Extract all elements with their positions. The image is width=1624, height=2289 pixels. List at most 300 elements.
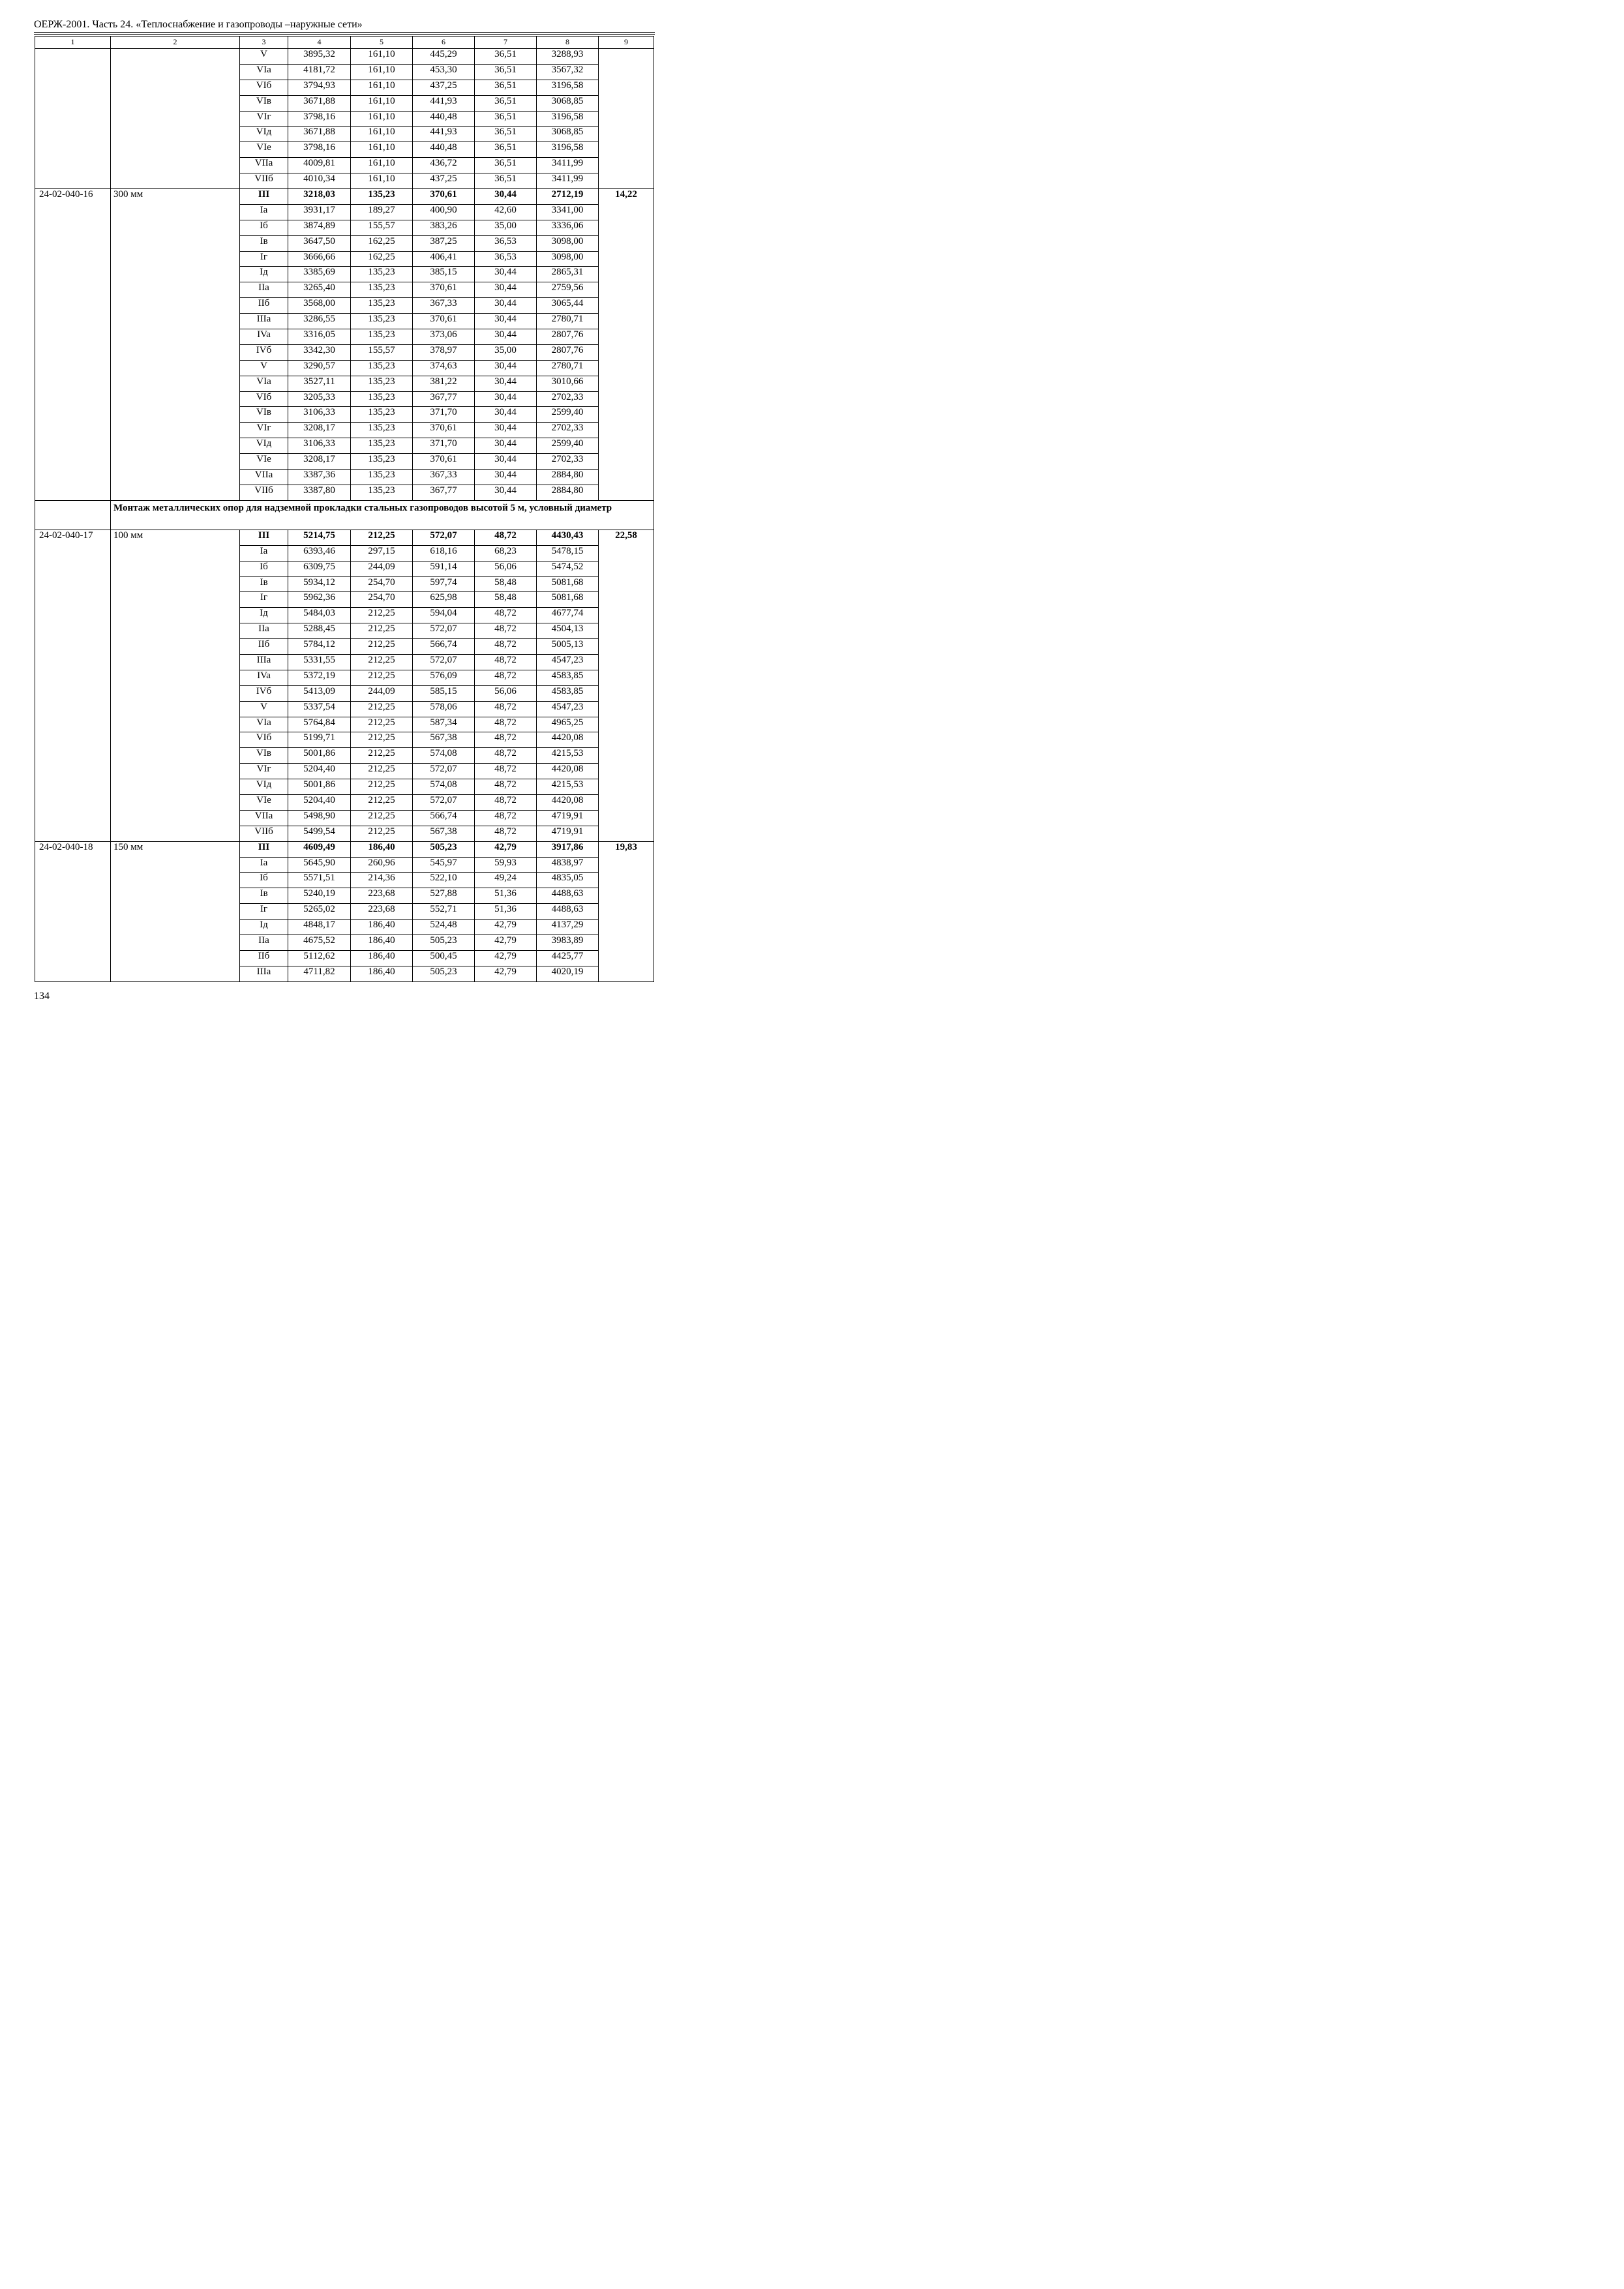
labor-cost (599, 732, 654, 748)
price-value: 161,10 (351, 80, 413, 95)
price-value: 5214,75 (288, 530, 351, 545)
price-value: 618,16 (413, 545, 475, 561)
price-value: 56,06 (475, 685, 537, 701)
zone-code: V (240, 49, 288, 65)
price-value: 4965,25 (537, 717, 599, 732)
zone-code: VIa (240, 64, 288, 80)
price-value: 30,44 (475, 189, 537, 205)
price-value: 5474,52 (537, 561, 599, 576)
zone-code: Iг (240, 251, 288, 267)
price-value: 214,36 (351, 873, 413, 888)
labor-cost (599, 920, 654, 935)
zone-code: VIIa (240, 470, 288, 485)
price-value: 48,72 (475, 530, 537, 545)
price-value: 186,40 (351, 920, 413, 935)
price-value: 367,33 (413, 298, 475, 314)
table-row (35, 423, 654, 438)
norm-code (35, 623, 111, 639)
diameter (111, 748, 240, 764)
price-value: 3917,86 (537, 841, 599, 857)
zone-code: Iб (240, 873, 288, 888)
diameter (111, 920, 240, 935)
labor-cost (599, 298, 654, 314)
price-value: 36,51 (475, 95, 537, 111)
norm-code (35, 810, 111, 826)
price-value: 3671,88 (288, 127, 351, 142)
table-row (35, 251, 654, 267)
table-row (35, 888, 654, 904)
price-value: 576,09 (413, 670, 475, 685)
norm-code (35, 950, 111, 966)
diameter (111, 470, 240, 485)
table-row (35, 826, 654, 841)
price-value: 4547,23 (537, 654, 599, 670)
price-value: 4719,91 (537, 826, 599, 841)
price-value: 30,44 (475, 438, 537, 454)
zone-code: VIa (240, 376, 288, 391)
labor-cost (599, 857, 654, 873)
labor-cost (599, 545, 654, 561)
table-row (35, 314, 654, 329)
price-value: 135,23 (351, 391, 413, 407)
labor-cost (599, 904, 654, 920)
table-row (35, 438, 654, 454)
price-value: 2780,71 (537, 314, 599, 329)
price-value: 36,51 (475, 173, 537, 189)
price-value: 30,44 (475, 454, 537, 470)
price-value: 42,60 (475, 204, 537, 220)
diameter (111, 158, 240, 173)
price-value: 30,44 (475, 485, 537, 500)
labor-cost (599, 142, 654, 158)
price-value: 3798,16 (288, 142, 351, 158)
price-value: 2599,40 (537, 438, 599, 454)
price-value: 572,07 (413, 530, 475, 545)
labor-cost (599, 438, 654, 454)
diameter (111, 80, 240, 95)
price-value: 381,22 (413, 376, 475, 391)
price-value: 3527,11 (288, 376, 351, 391)
price-value: 36,51 (475, 64, 537, 80)
price-value: 597,74 (413, 576, 475, 592)
diameter (111, 391, 240, 407)
zone-code: IVa (240, 670, 288, 685)
price-value: 4137,29 (537, 920, 599, 935)
price-value: 4583,85 (537, 685, 599, 701)
diameter (111, 857, 240, 873)
diameter (111, 423, 240, 438)
zone-code: VIe (240, 794, 288, 810)
price-value: 42,79 (475, 935, 537, 950)
norm-code (35, 376, 111, 391)
zone-code: IIб (240, 950, 288, 966)
price-value: 2702,33 (537, 391, 599, 407)
norm-code (35, 438, 111, 454)
zone-code: VIв (240, 95, 288, 111)
table-row (35, 592, 654, 608)
price-value: 36,51 (475, 127, 537, 142)
labor-cost (599, 360, 654, 376)
zone-code: Iд (240, 920, 288, 935)
zone-code: IIIa (240, 654, 288, 670)
table-row (35, 748, 654, 764)
diameter (111, 670, 240, 685)
price-value: 30,44 (475, 329, 537, 345)
zone-code: IIa (240, 623, 288, 639)
table-row (35, 111, 654, 127)
labor-cost (599, 794, 654, 810)
price-value: 135,23 (351, 298, 413, 314)
labor-cost: 14,22 (599, 189, 654, 205)
diameter (111, 111, 240, 127)
price-value: 30,44 (475, 314, 537, 329)
column-header: 4 (288, 37, 351, 49)
price-value: 2807,76 (537, 329, 599, 345)
price-value: 5645,90 (288, 857, 351, 873)
price-value: 6309,75 (288, 561, 351, 576)
price-value: 4420,08 (537, 764, 599, 779)
price-value: 186,40 (351, 950, 413, 966)
price-value: 244,09 (351, 561, 413, 576)
table-row (35, 530, 654, 545)
price-value: 135,23 (351, 407, 413, 423)
diameter (111, 142, 240, 158)
price-value: 48,72 (475, 608, 537, 623)
labor-cost (599, 64, 654, 80)
labor-cost (599, 950, 654, 966)
table-row (35, 545, 654, 561)
norm-code (35, 127, 111, 142)
diameter (111, 764, 240, 779)
labor-cost (599, 329, 654, 345)
price-value: 587,34 (413, 717, 475, 732)
diameter (111, 360, 240, 376)
table-row (35, 454, 654, 470)
diameter: 150 мм (111, 841, 240, 857)
labor-cost (599, 376, 654, 391)
price-value: 6393,46 (288, 545, 351, 561)
price-value: 505,23 (413, 935, 475, 950)
zone-code: Iб (240, 220, 288, 235)
table-row (35, 376, 654, 391)
zone-code: IIa (240, 282, 288, 298)
labor-cost (599, 779, 654, 795)
zone-code: V (240, 360, 288, 376)
norm-code (35, 360, 111, 376)
price-value: 453,30 (413, 64, 475, 80)
norm-code (35, 235, 111, 251)
price-value: 3411,99 (537, 173, 599, 189)
price-value: 5081,68 (537, 592, 599, 608)
price-value: 161,10 (351, 127, 413, 142)
norm-code (35, 173, 111, 189)
norm-code (35, 80, 111, 95)
table-row (35, 966, 654, 981)
price-value: 186,40 (351, 935, 413, 950)
price-value: 48,72 (475, 826, 537, 841)
labor-cost (599, 111, 654, 127)
diameter (111, 904, 240, 920)
zone-code: VIIa (240, 810, 288, 826)
price-value: 3106,33 (288, 407, 351, 423)
diameter (111, 251, 240, 267)
zone-code: VIб (240, 391, 288, 407)
norm-code (35, 888, 111, 904)
diameter (111, 576, 240, 592)
diameter (111, 592, 240, 608)
price-value: 30,44 (475, 360, 537, 376)
price-value: 4583,85 (537, 670, 599, 685)
price-value: 135,23 (351, 189, 413, 205)
table-row (35, 670, 654, 685)
labor-cost (599, 670, 654, 685)
price-value: 566,74 (413, 810, 475, 826)
norm-code: 24-02-040-17 (35, 530, 111, 545)
price-value: 437,25 (413, 173, 475, 189)
price-value: 3568,00 (288, 298, 351, 314)
table-row (35, 158, 654, 173)
price-value: 58,48 (475, 592, 537, 608)
price-value: 5001,86 (288, 779, 351, 795)
norm-code (35, 95, 111, 111)
price-value: 574,08 (413, 748, 475, 764)
price-value: 48,72 (475, 670, 537, 685)
section-spacer (35, 500, 111, 530)
price-value: 42,79 (475, 950, 537, 966)
price-value: 3098,00 (537, 235, 599, 251)
diameter: 100 мм (111, 530, 240, 545)
price-value: 567,38 (413, 732, 475, 748)
price-value: 406,41 (413, 251, 475, 267)
table-row (35, 654, 654, 670)
price-value: 4711,82 (288, 966, 351, 981)
diameter (111, 235, 240, 251)
zone-code: IIa (240, 935, 288, 950)
price-value: 3208,17 (288, 454, 351, 470)
labor-cost (599, 888, 654, 904)
price-value: 441,93 (413, 95, 475, 111)
price-value: 4430,43 (537, 530, 599, 545)
diameter (111, 344, 240, 360)
price-value: 5337,54 (288, 701, 351, 717)
table-row (35, 360, 654, 376)
price-value: 36,51 (475, 80, 537, 95)
price-value: 35,00 (475, 344, 537, 360)
section-title: Монтаж металлических опор для надземной прокладки стальных газопроводов высотой 5 м, условный диаметр (111, 500, 654, 530)
zone-code: III (240, 841, 288, 857)
price-value: 30,44 (475, 470, 537, 485)
price-value: 3065,44 (537, 298, 599, 314)
price-value: 371,70 (413, 438, 475, 454)
price-value: 212,25 (351, 608, 413, 623)
norm-code (35, 407, 111, 423)
price-value: 4020,19 (537, 966, 599, 981)
price-value: 2865,31 (537, 267, 599, 282)
price-value: 3798,16 (288, 111, 351, 127)
price-value: 3010,66 (537, 376, 599, 391)
price-value: 58,48 (475, 576, 537, 592)
price-value: 594,04 (413, 608, 475, 623)
price-value: 5372,19 (288, 670, 351, 685)
price-value: 370,61 (413, 314, 475, 329)
price-value: 212,25 (351, 623, 413, 639)
zone-code: VIд (240, 127, 288, 142)
zone-code: V (240, 701, 288, 717)
labor-cost (599, 470, 654, 485)
norm-code (35, 966, 111, 981)
price-value: 3208,17 (288, 423, 351, 438)
price-value: 254,70 (351, 592, 413, 608)
labor-cost (599, 454, 654, 470)
price-value: 3218,03 (288, 189, 351, 205)
table-row (35, 950, 654, 966)
diameter (111, 545, 240, 561)
price-value: 4848,17 (288, 920, 351, 935)
column-header: 1 (35, 37, 111, 49)
labor-cost (599, 95, 654, 111)
price-value: 4838,97 (537, 857, 599, 873)
column-header: 2 (111, 37, 240, 49)
price-value: 212,25 (351, 530, 413, 545)
price-value: 212,25 (351, 654, 413, 670)
price-value: 59,93 (475, 857, 537, 873)
price-value: 3196,58 (537, 111, 599, 127)
price-value: 505,23 (413, 841, 475, 857)
diameter (111, 950, 240, 966)
zone-code: IVб (240, 685, 288, 701)
page-number: 134 (34, 991, 50, 1002)
price-value: 374,63 (413, 360, 475, 376)
labor-cost (599, 685, 654, 701)
diameter (111, 127, 240, 142)
norm-code (35, 220, 111, 235)
norm-code (35, 49, 111, 65)
diameter (111, 826, 240, 841)
norm-code (35, 423, 111, 438)
diameter (111, 64, 240, 80)
zone-code: Iд (240, 267, 288, 282)
price-value: 572,07 (413, 654, 475, 670)
norm-code (35, 826, 111, 841)
labor-cost (599, 485, 654, 500)
price-value: 5484,03 (288, 608, 351, 623)
zone-code: VIIa (240, 158, 288, 173)
diameter (111, 267, 240, 282)
price-value: 4675,52 (288, 935, 351, 950)
diameter (111, 623, 240, 639)
price-value: 437,25 (413, 80, 475, 95)
column-header: 9 (599, 37, 654, 49)
zone-code: VIв (240, 407, 288, 423)
norm-code (35, 64, 111, 80)
labor-cost (599, 639, 654, 655)
price-value: 522,10 (413, 873, 475, 888)
price-value: 524,48 (413, 920, 475, 935)
price-value: 3385,69 (288, 267, 351, 282)
diameter (111, 173, 240, 189)
price-value: 48,72 (475, 732, 537, 748)
table-row (35, 173, 654, 189)
price-value: 2759,56 (537, 282, 599, 298)
labor-cost (599, 158, 654, 173)
diameter (111, 654, 240, 670)
table-row (35, 764, 654, 779)
table-row (35, 470, 654, 485)
price-value: 36,51 (475, 158, 537, 173)
price-value: 155,57 (351, 344, 413, 360)
zone-code: Iв (240, 888, 288, 904)
price-value: 4420,08 (537, 732, 599, 748)
price-value: 5204,40 (288, 794, 351, 810)
price-value: 4547,23 (537, 701, 599, 717)
price-value: 212,25 (351, 639, 413, 655)
price-value: 223,68 (351, 904, 413, 920)
price-value: 135,23 (351, 423, 413, 438)
diameter (111, 810, 240, 826)
price-value: 370,61 (413, 423, 475, 438)
price-value: 2599,40 (537, 407, 599, 423)
table-row (35, 904, 654, 920)
price-value: 212,25 (351, 810, 413, 826)
labor-cost (599, 608, 654, 623)
diameter (111, 329, 240, 345)
price-value: 370,61 (413, 282, 475, 298)
zone-code: Iд (240, 608, 288, 623)
price-value: 42,79 (475, 920, 537, 935)
zone-code: VIe (240, 454, 288, 470)
price-value: 566,74 (413, 639, 475, 655)
price-value: 5413,09 (288, 685, 351, 701)
norm-code (35, 701, 111, 717)
norm-code (35, 545, 111, 561)
price-value: 552,71 (413, 904, 475, 920)
price-value: 5204,40 (288, 764, 351, 779)
diameter (111, 794, 240, 810)
price-value: 135,23 (351, 267, 413, 282)
diameter (111, 95, 240, 111)
price-value: 3874,89 (288, 220, 351, 235)
price-value: 36,51 (475, 111, 537, 127)
price-value: 4488,63 (537, 904, 599, 920)
price-value: 3290,57 (288, 360, 351, 376)
price-value: 4835,05 (537, 873, 599, 888)
price-value: 5764,84 (288, 717, 351, 732)
price-value: 155,57 (351, 220, 413, 235)
price-value: 56,06 (475, 561, 537, 576)
price-value: 400,90 (413, 204, 475, 220)
price-value: 3341,00 (537, 204, 599, 220)
table-row (35, 685, 654, 701)
section-row (35, 500, 654, 530)
norm-code (35, 344, 111, 360)
norm-code (35, 329, 111, 345)
norm-code (35, 251, 111, 267)
price-value: 30,44 (475, 391, 537, 407)
labor-cost (599, 204, 654, 220)
zone-code: IVб (240, 344, 288, 360)
price-value: 36,51 (475, 142, 537, 158)
labor-cost (599, 826, 654, 841)
table-row (35, 873, 654, 888)
price-value: 212,25 (351, 701, 413, 717)
zone-code: VIд (240, 779, 288, 795)
labor-cost (599, 623, 654, 639)
zone-code: III (240, 530, 288, 545)
price-value: 572,07 (413, 794, 475, 810)
norm-code (35, 576, 111, 592)
table-row (35, 344, 654, 360)
price-value: 161,10 (351, 142, 413, 158)
